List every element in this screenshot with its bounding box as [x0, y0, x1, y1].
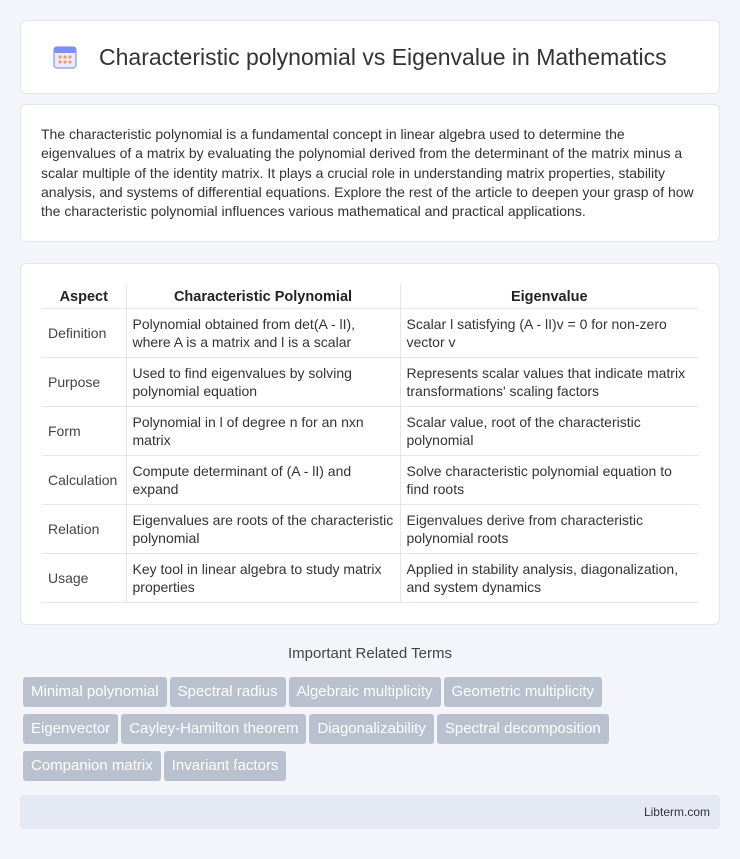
table-cell-eigenvalue: Solve characteristic polynomial equation to find roots	[400, 455, 698, 504]
related-term-tag[interactable]: Algebraic multiplicity	[289, 677, 441, 707]
table-cell-polynomial: Polynomial obtained from det(A - lI), where A is a matrix and l is a scalar	[126, 308, 400, 357]
related-term-tag[interactable]: Companion matrix	[23, 751, 161, 781]
table-cell-aspect: Relation	[42, 504, 126, 553]
comparison-table-card	[20, 263, 720, 625]
footer	[20, 795, 720, 829]
calendar-icon	[51, 43, 79, 71]
table-cell-polynomial: Eigenvalues are roots of the characteristic polynomial	[126, 504, 400, 553]
table-cell-polynomial: Used to find eigenvalues by solving polynomial equation	[126, 357, 400, 406]
related-term-tag[interactable]: Cayley-Hamilton theorem	[121, 714, 306, 744]
table-cell-eigenvalue: Represents scalar values that indicate matrix transformations' scaling factors	[400, 357, 698, 406]
related-terms-list	[23, 677, 723, 788]
footer-site-link[interactable]: Libterm.com	[643, 805, 710, 819]
table-cell-eigenvalue: Applied in stability analysis, diagonalization, and system dynamics	[400, 553, 698, 602]
related-term-tag[interactable]: Minimal polynomial	[23, 677, 167, 707]
table-cell-eigenvalue: Scalar value, root of the characteristic polynomial	[400, 406, 698, 455]
intro-text: The characteristic polynomial is a fundamental concept in linear algebra used to determine the eigenvalues of a matrix by evaluating the polynomial derived from the determinant of the matrix minus a scalar multiple of the identity matrix. It plays a crucial role in understanding matrix properties, stability analysis, and systems of differential equations. Explore the rest of the article to deepen your grasp of how the characteristic polynomial influences various mathematical and practical applications.	[41, 126, 694, 220]
related-term-tag[interactable]: Geometric multiplicity	[444, 677, 603, 707]
column-header-characteristic-polynomial: Characteristic Polynomial	[126, 284, 400, 308]
related-term-tag[interactable]: Spectral radius	[170, 677, 286, 707]
table-row	[42, 455, 698, 504]
table-row	[42, 406, 698, 455]
related-term-tag[interactable]: Eigenvector	[23, 714, 118, 744]
table-row	[42, 553, 698, 602]
table-cell-aspect: Usage	[42, 553, 126, 602]
table-row	[42, 357, 698, 406]
related-terms-heading: Important Related Terms	[288, 645, 452, 662]
related-term-tag[interactable]: Spectral decomposition	[437, 714, 609, 744]
column-header-eigenvalue: Eigenvalue	[400, 284, 698, 308]
table-row	[42, 504, 698, 553]
table-cell-eigenvalue: Eigenvalues derive from characteristic polynomial roots	[400, 504, 698, 553]
table-cell-aspect: Form	[42, 406, 126, 455]
table-cell-polynomial: Polynomial in l of degree n for an nxn matrix	[126, 406, 400, 455]
header-card	[20, 20, 720, 94]
column-header-aspect: Aspect	[42, 284, 126, 308]
table-cell-polynomial: Key tool in linear algebra to study matrix properties	[126, 553, 400, 602]
table-header-row	[42, 284, 698, 308]
table-cell-aspect: Purpose	[42, 357, 126, 406]
table-row	[42, 308, 698, 357]
table-cell-eigenvalue: Scalar l satisfying (A - lI)v = 0 for non-zero vector v	[400, 308, 698, 357]
related-term-tag[interactable]: Diagonalizability	[309, 714, 433, 744]
comparison-table	[42, 284, 698, 603]
table-cell-aspect: Calculation	[42, 455, 126, 504]
table-cell-polynomial: Compute determinant of (A - lI) and expand	[126, 455, 400, 504]
intro-card	[20, 104, 720, 242]
page-title: Characteristic polynomial vs Eigenvalue in Mathematics	[99, 43, 667, 70]
related-term-tag[interactable]: Invariant factors	[164, 751, 287, 781]
table-cell-aspect: Definition	[42, 308, 126, 357]
